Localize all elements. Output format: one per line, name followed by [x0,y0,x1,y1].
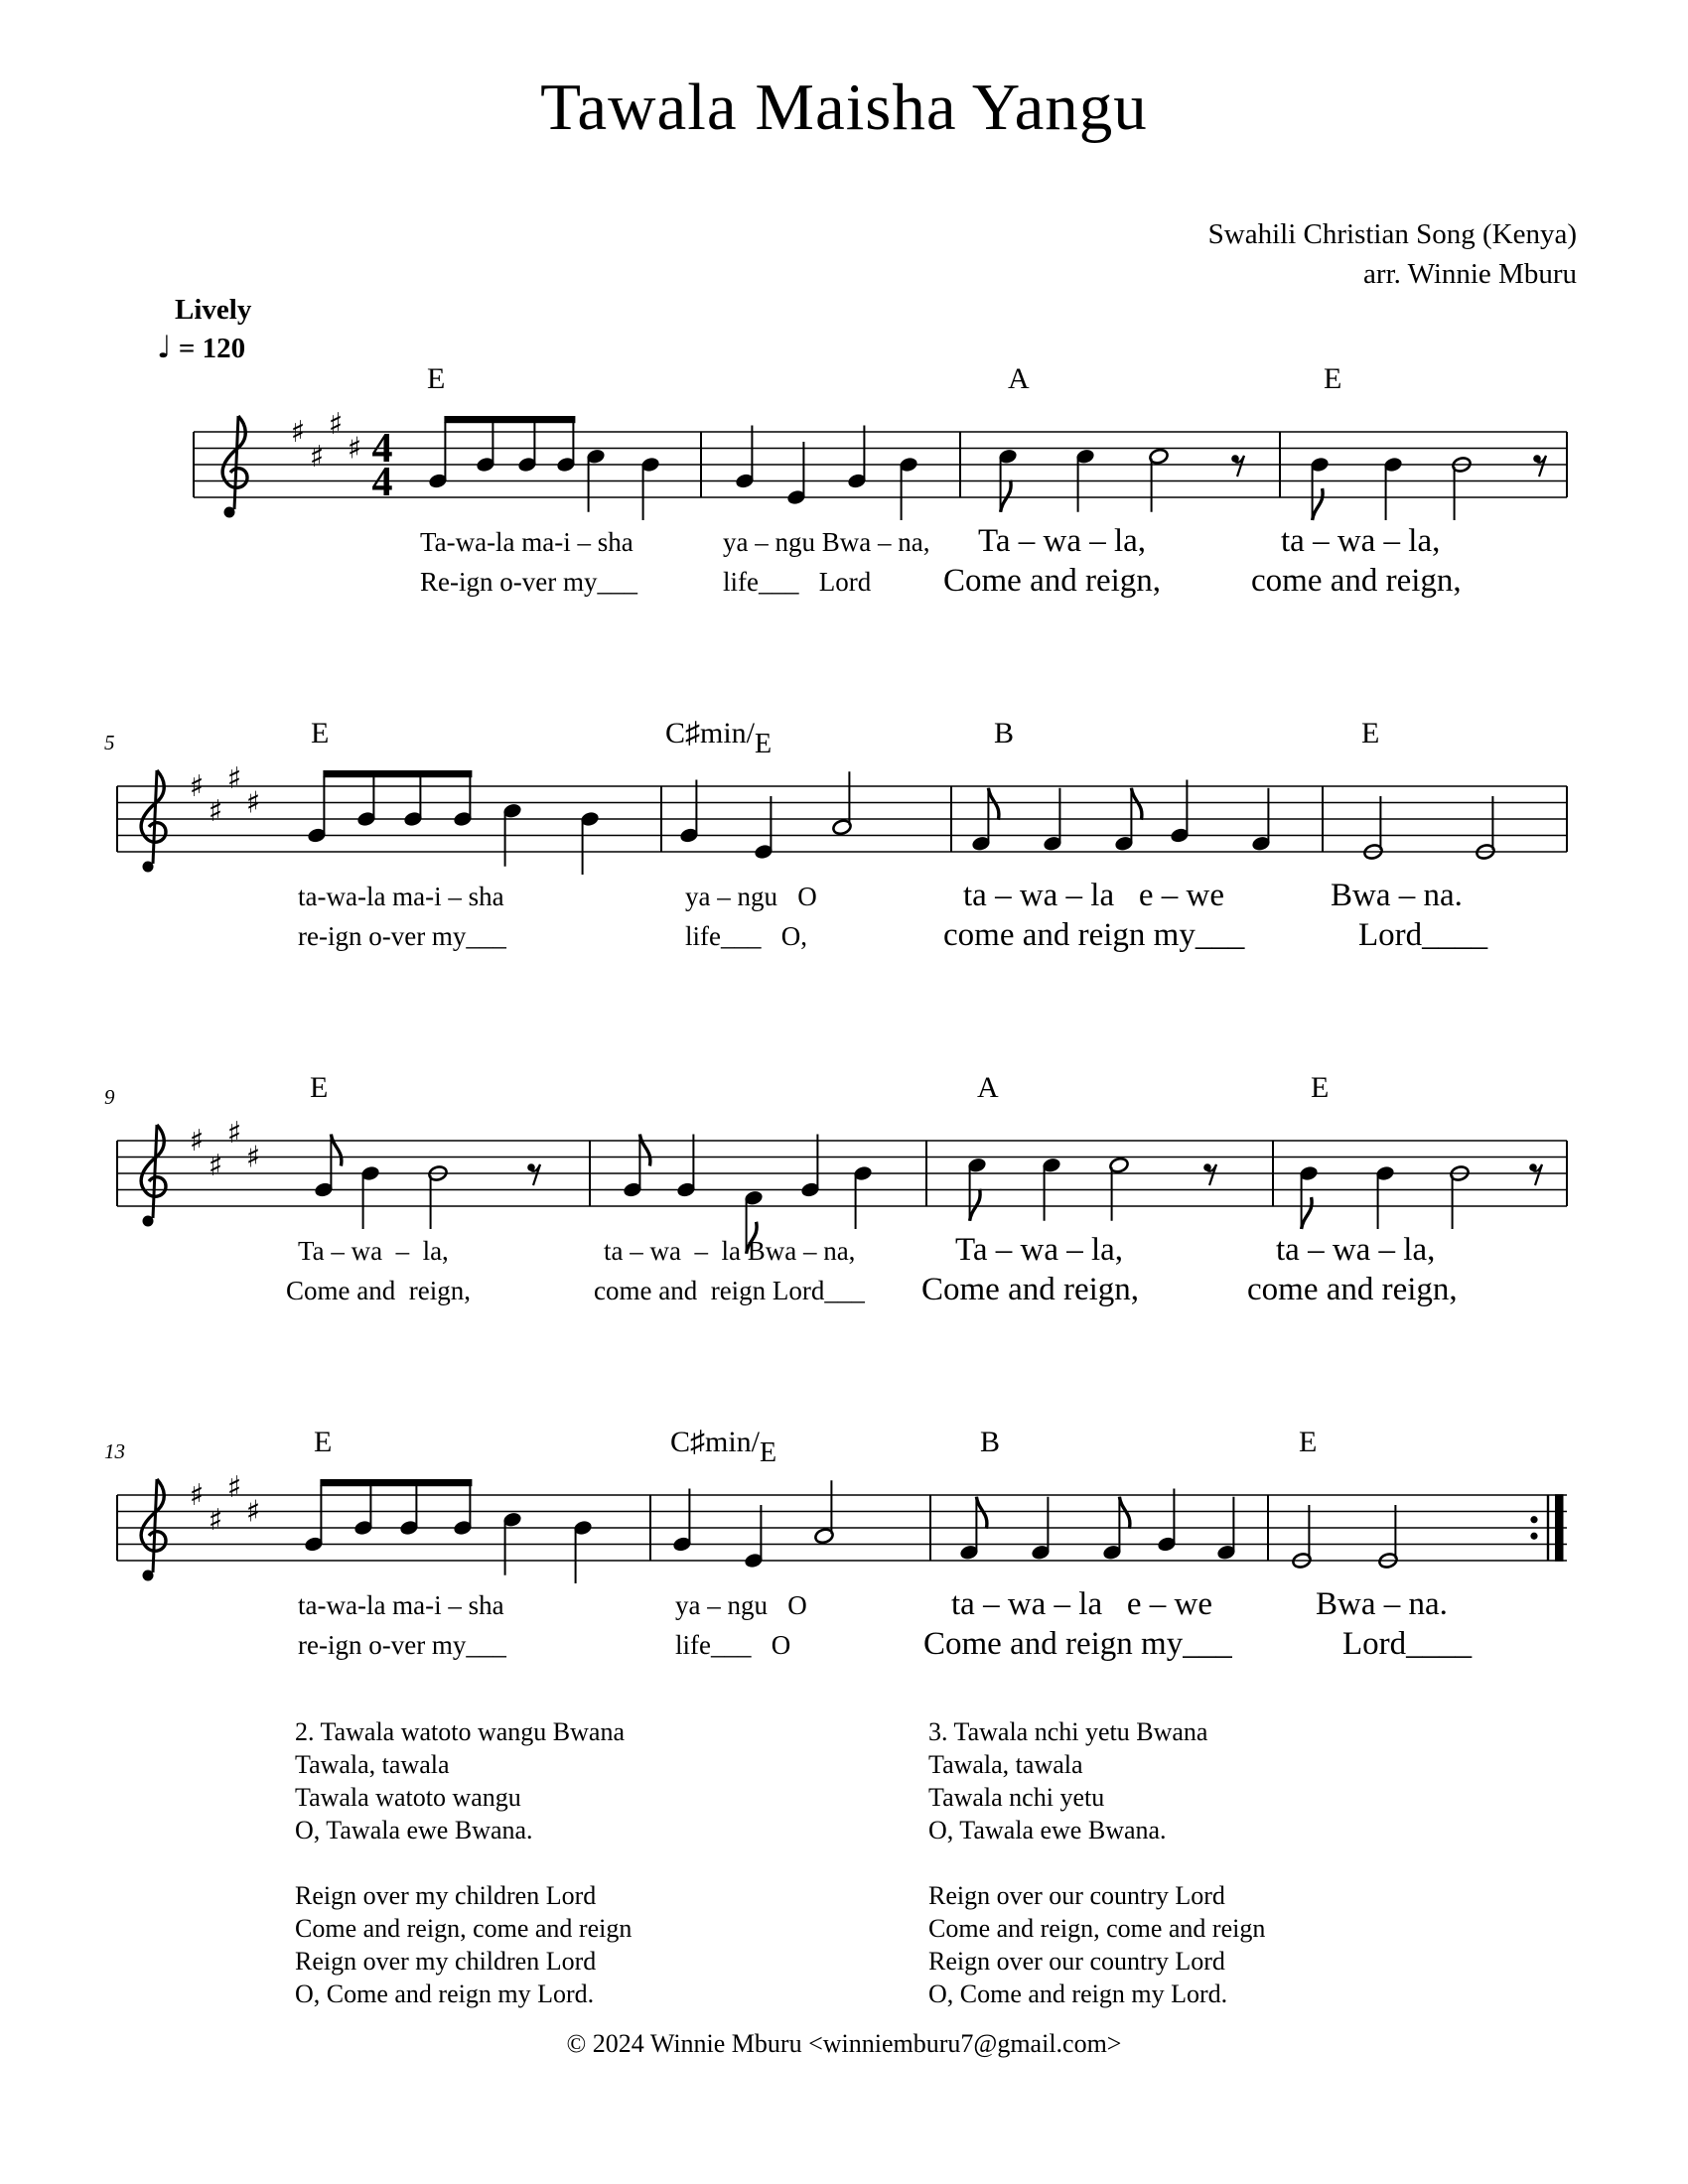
lyric-english: come and reign, [1247,1272,1458,1307]
treble-clef-icon [143,862,154,873]
sharp-sign: ♯ [245,1140,261,1175]
chord-label: A [977,1071,999,1104]
chord-label: B [980,1426,1001,1458]
chord-label: E [310,1071,329,1104]
verse-line [295,1846,632,1879]
chord-label [665,717,773,759]
verse-line: 2. Tawala watoto wangu Bwana [295,1717,625,1746]
repeat-dot [1530,1516,1537,1523]
beam [323,770,472,777]
eighth-flag [1131,788,1142,820]
treble-clef-icon [153,1125,157,1218]
sharp-sign: ♯ [226,1469,242,1505]
lyric-swahili: ta – wa – la, [1281,523,1441,559]
repeat-dot [1530,1533,1537,1540]
lyric-english: come and reign, [1251,563,1462,599]
lyric-english: Come and reign, [943,563,1162,599]
eighth-flag [331,1135,342,1166]
lyric-english: re-ign o-ver my___ [298,1630,506,1660]
sharp-sign: ♯ [290,415,306,450]
chord-bass-note: E [755,729,773,759]
sharp-sign: ♯ [208,1502,223,1538]
lyric-swahili: ya – ngu O [675,1590,807,1620]
verse-line: Reign over my children Lord [295,1947,597,1976]
eighth-flag [988,788,999,820]
measure-number: 13 [104,1439,125,1463]
lyric-swahili: ya – ngu O [685,882,817,911]
time-signature: 4 [371,426,393,472]
verse-line: O, Come and reign my Lord. [928,1979,1228,2008]
treble-clef-icon [143,1570,154,1581]
lyric-swahili: ya – ngu Bwa – na, [723,527,930,557]
sharp-sign: ♯ [245,785,261,821]
sharp-sign: ♯ [189,1478,205,1513]
treble-clef-icon [224,507,235,518]
verse-line: O, Tawala ewe Bwana. [928,1816,1167,1844]
sharp-sign: ♯ [226,1115,242,1151]
verse-line: Reign over our country Lord [928,1947,1225,1976]
lyric-swahili: Ta – wa – la, [298,1236,449,1266]
chord-label: B [994,717,1015,750]
lyric-english: Come and reign, [921,1272,1140,1307]
sharp-sign: ♯ [226,760,242,796]
sharp-sign: ♯ [245,1494,261,1530]
verse-line: Tawala, tawala [295,1750,450,1779]
verse-line: Come and reign, come and reign [928,1914,1266,1943]
lyric-swahili: ta – wa – la e – we [951,1586,1212,1622]
chord-label: E [1361,717,1380,750]
tempo-feel-label: Lively [175,294,252,326]
verse-line: Reign over my children Lord [295,1881,597,1910]
chord-label: E [1311,1071,1330,1104]
lyric-english: life___ O [675,1630,791,1660]
lyric-swahili: Ta-wa-la ma-i – sha [420,527,633,557]
sharp-sign: ♯ [189,1124,205,1159]
lyric-english: Lord____ [1342,1626,1473,1662]
lyric-english: life___ O, [685,921,807,951]
chord-root: C♯min/ [665,717,756,750]
eighth-flag [639,1135,650,1166]
tempo-bpm-value: = 120 [171,333,246,364]
verse-line: Reign over our country Lord [928,1881,1225,1910]
lyric-english: life___ Lord [723,567,872,597]
lyric-swahili: ta – wa – la Bwa – na, [604,1236,856,1266]
copyright-footer: © 2024 Winnie Mburu <winniemburu7@gmail.com> [566,2029,1122,2058]
lyric-english: re-ign o-ver my___ [298,921,506,951]
verse-line: 3. Tawala nchi yetu Bwana [928,1717,1208,1746]
lyric-swahili: Ta – wa – la, [978,523,1147,559]
sharp-sign: ♯ [347,431,362,467]
verse-line: Tawala watoto wangu [295,1783,521,1812]
sharp-sign: ♯ [189,769,205,804]
eighth-flag [1313,488,1324,520]
sharp-sign: ♯ [208,1148,223,1183]
lyric-swahili: Ta – wa – la, [955,1232,1124,1268]
lyric-english: Lord____ [1358,917,1488,953]
verse-line: Tawala, tawala [928,1750,1083,1779]
treble-clef-icon [234,416,238,509]
lyric-swahili: ta – wa – la, [1276,1232,1436,1268]
subtitle-arranger: arr. Winnie Mburu [1363,258,1577,290]
quarter-note-icon: ♩ [157,330,172,365]
music-system [117,761,1567,875]
chord-label: E [311,717,330,750]
lyric-english: Come and reign my___ [923,1626,1232,1662]
chord-label: E [314,1426,333,1458]
music-system [117,1470,1567,1583]
chord-bass-note: E [760,1437,777,1468]
verse-line: Tawala nchi yetu [928,1783,1105,1812]
eighth-flag [1302,1197,1313,1229]
treble-clef-icon [153,1479,157,1572]
verse-line [928,1846,1265,1879]
lyric-swahili: Bwa – na. [1316,1586,1448,1622]
sharp-sign: ♯ [208,793,223,829]
treble-clef-icon [143,1216,154,1227]
lyric-swahili: Bwa – na. [1331,878,1463,913]
lyric-swahili: ta-wa-la ma-i – sha [298,1590,504,1620]
verse-block-2 [295,1715,632,2010]
eighth-flag [1001,480,1012,512]
lyric-english: Come and reign, [286,1276,471,1305]
lyric-swahili: ta – wa – la e – we [963,878,1224,913]
lyric-english: Re-ign o-ver my___ [420,567,637,597]
treble-clef-icon [153,770,157,864]
lyric-english: come and reign Lord___ [594,1276,865,1305]
measure-number: 5 [104,731,115,754]
chord-label: E [427,362,446,395]
eighth-flag [970,1189,981,1221]
verse-block-3 [928,1715,1265,2010]
time-signature: 4 [371,460,393,505]
lyric-english: come and reign my___ [943,917,1245,953]
verse-line: Come and reign, come and reign [295,1914,633,1943]
verse-line: O, Tawala ewe Bwana. [295,1816,533,1844]
page-title: Tawala Maisha Yangu [540,70,1148,144]
verse-line: O, Come and reign my Lord. [295,1979,595,2008]
music-system [194,407,1567,520]
eighth-flag [1119,1497,1130,1529]
subtitle-song-origin: Swahili Christian Song (Kenya) [1207,218,1577,250]
beam [320,1479,472,1486]
chord-root: C♯min/ [670,1426,761,1458]
repeat-barline [1555,1494,1564,1562]
lyric-swahili: ta-wa-la ma-i – sha [298,882,504,911]
chord-label: A [1008,362,1030,395]
chord-label: E [1299,1426,1318,1458]
chord-label: E [1324,362,1342,395]
measure-number: 9 [104,1085,115,1109]
chord-label [670,1426,777,1468]
sharp-sign: ♯ [309,439,325,475]
beam [444,416,575,423]
eighth-flag [976,1497,987,1529]
sharp-sign: ♯ [328,406,344,442]
